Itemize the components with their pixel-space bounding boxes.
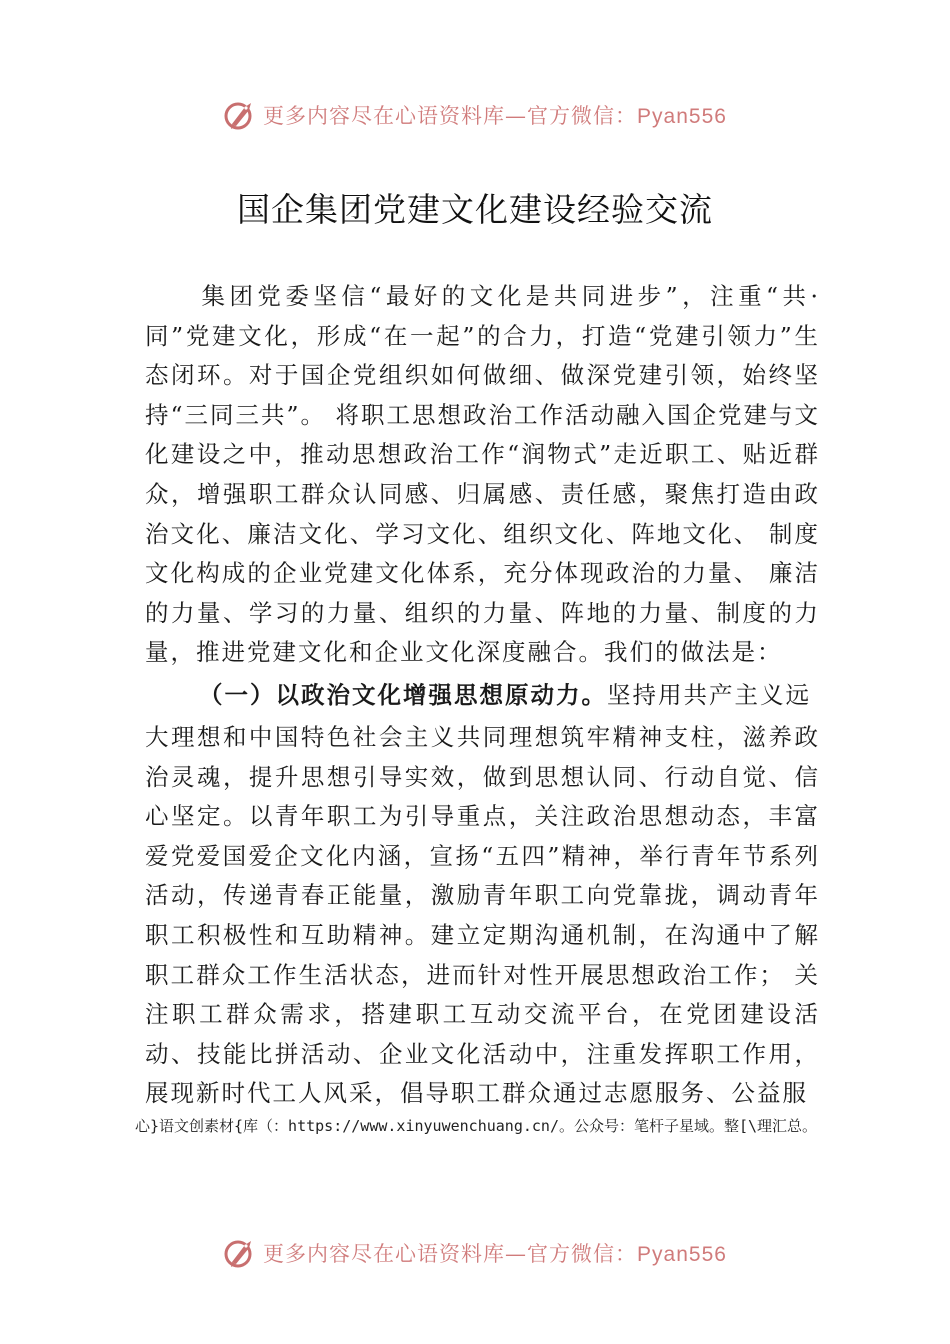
pen-nib-logo-icon bbox=[223, 1236, 257, 1270]
footer-watermark-banner bbox=[0, 1233, 950, 1273]
pen-nib-logo-icon bbox=[223, 98, 257, 132]
section-1-heading: （一）以政治文化增强思想原动力。 bbox=[199, 681, 607, 709]
section-1-heading-line bbox=[145, 675, 820, 715]
section-1-body: 大理想和中国特色社会主义共同理想筑牢精神支柱，滋养政治灵魂，提升思想引导实效，做到思想认同、行动自觉、信心坚定。以青年职工为引导重点，关注政治思想动态，丰富爱党爱国爱企文化内涵，宣扬“五四”精神，举行青年节系列活动，传递青春正能量，激励青年职工向党靠拢，调动青年职工积极性和互助精神。建立定期沟通机制，在沟通中了解职工群众工作生活状态，进而针对性开展思想政治工作； 关注职工群众需求，搭建职工互动交流平台，在党团建设活动、技能比拼活动、企业文化活动中，注重发挥职工作用， 展现新时代工人风采，倡导职工群众通过志愿服务、公益服 bbox=[145, 723, 820, 1108]
source-footnote: 心}语文创素材{库（：https://www.xinyuwenchuang.cn/。公众号：笔杆子星域。整[\理汇总。 bbox=[135, 1117, 818, 1135]
header-watermark-banner bbox=[0, 95, 950, 135]
watermark-text bbox=[263, 1238, 727, 1268]
watermark-main-text: 更多内容尽在心语资料库—官方微信： bbox=[263, 1242, 638, 1266]
section-1-lead: 坚持用共产主义远 bbox=[607, 681, 811, 709]
watermark-wechat-id: Pyan556 bbox=[637, 1243, 727, 1266]
watermark-main-text: 更多内容尽在心语资料库—官方微信： bbox=[263, 104, 638, 128]
watermark-wechat-id: Pyan556 bbox=[637, 105, 727, 128]
paragraph-intro bbox=[145, 277, 820, 673]
watermark-text bbox=[263, 100, 727, 130]
document-title: 国企集团党建文化建设经验交流 bbox=[237, 190, 713, 229]
paragraph-intro-text: 集团党委坚信“最好的文化是共同进步”，注重“共·同”党建文化，形成“在一起”的合力，打造“党建引领力”生态闭环。对于国企党组织如何做细、做深党建引领，始终坚持“三同三共”。 将职工思想政治工作活动融入国企党建与文化建设之中，推动思想政治工作“润物式”走近职工、贴近群众，增强职工群众认同感、归属感、责任感，聚焦打造由政治文化、廉洁文化、学习文化、组织文化、阵地文化、 制度文化构成的企业党建文化体系，充分体现政治的力量、 廉洁的力量、学习的力量、组织的力量、阵地的力量、制度的力量，推进党建文化和企业文化深度融合。我们的做法是： bbox=[145, 282, 820, 667]
